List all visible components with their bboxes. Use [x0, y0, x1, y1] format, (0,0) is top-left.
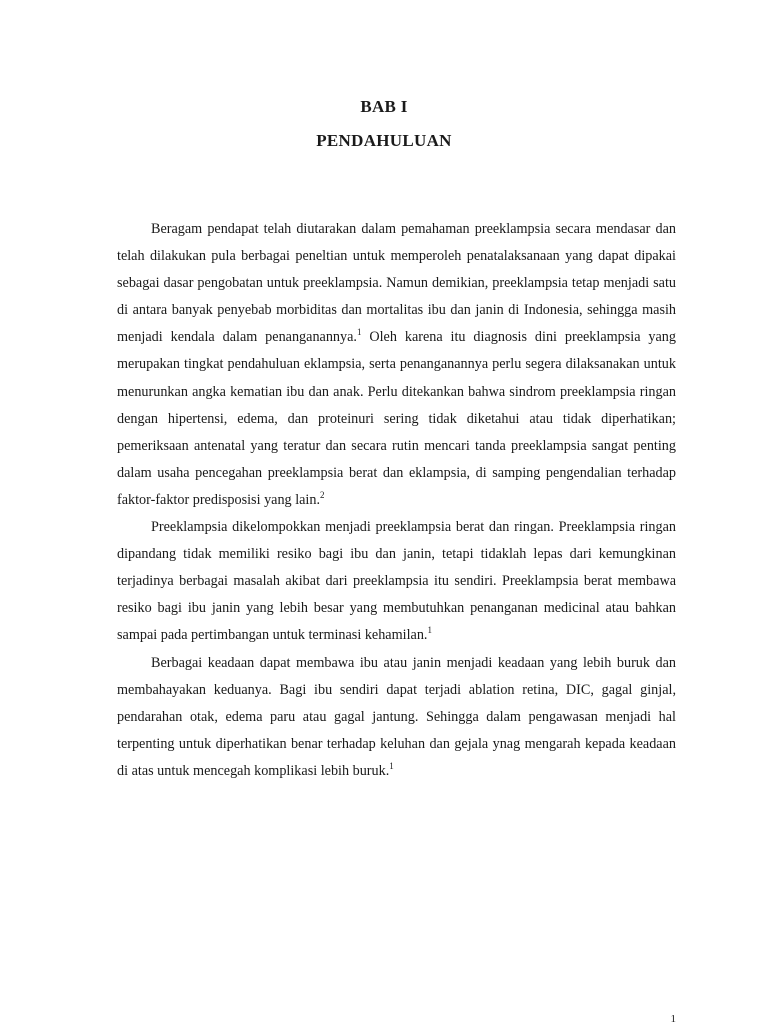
chapter-number: BAB I: [360, 97, 408, 116]
page-number: 1: [670, 1013, 676, 1025]
paragraph-text: Berbagai keadaan dapat membawa ibu atau janin menjadi keadaan yang lebih buruk dan membahayakan keduanya. Bagi ibu sendiri dapat terjadi ablation retina, DIC, gagal ginjal, pendarahan otak, edema paru atau gagal jantung. Sehingga dalam pengawasan menjadi hal terpenting untuk diperhatikan benar terhadap keluhan dan gejala ynag mengarah kepada keadaan di atas untuk mencegah komplikasi lebih buruk.: [117, 654, 676, 779]
paragraph: [117, 216, 676, 514]
citation-marker: 1: [356, 327, 362, 338]
paragraph-text: Beragam pendapat telah diutarakan dalam pemahaman preeklampsia secara mendasar dan telah dilakukan pula berbagai peneltian untuk memperoleh penatalaksanaan yang dapat dipakai sebagai dasar pengobatan untuk preeklampsia. Namun demikian, preeklampsia tetap menjadi satu di antara banyak penyebab morbiditas dan mortalitas ibu dan janin di Indonesia, sehingga masih menjadi kendala dalam penanganannya.: [117, 221, 676, 346]
citation-marker: 2: [320, 489, 325, 500]
paragraph: [117, 650, 676, 785]
citation-marker: 1: [427, 625, 432, 636]
paragraph-text: Oleh karena itu diagnosis dini preeklampsia yang merupakan tingkat pendahuluan eklampsia, serta penanganannya perlu segera dilaksanakan untuk menurunkan angka kematian ibu dan anak. Perlu ditekankan bahwa sindrom preeklampsia ringan dengan hipertensi, edema, dan proteinuri sering tidak diketahui atau tidak diperhatikan; pemeriksaan antenatal yang teratur dan secara rutin mencari tanda preeklampsia sangat penting dalam usaha pencegahan preeklampsia berat dan eklampsia, di samping pengendalian terhadap faktor-faktor predisposisi yang lain.: [117, 329, 676, 508]
paragraph: [117, 514, 676, 649]
chapter-body: [117, 216, 676, 785]
chapter-title: PENDAHULUAN: [316, 131, 452, 150]
citation-marker: 1: [389, 760, 394, 771]
paragraph-text: Preeklampsia dikelompokkan menjadi preeklampsia berat dan ringan. Preeklampsia ringan dipandang tidak memiliki resiko bagi ibu dan janin, tetapi tidaklah lepas dari kemungkinan terjadinya berbagai masalah akibat dari preeklampsia itu sendiri. Preeklampsia berat membawa resiko bagi ibu janin yang lebih besar yang membutuhkan penanganan medicinal atau bahkan sampai pada pertimbangan untuk terminasi kehamilan.: [117, 519, 676, 644]
